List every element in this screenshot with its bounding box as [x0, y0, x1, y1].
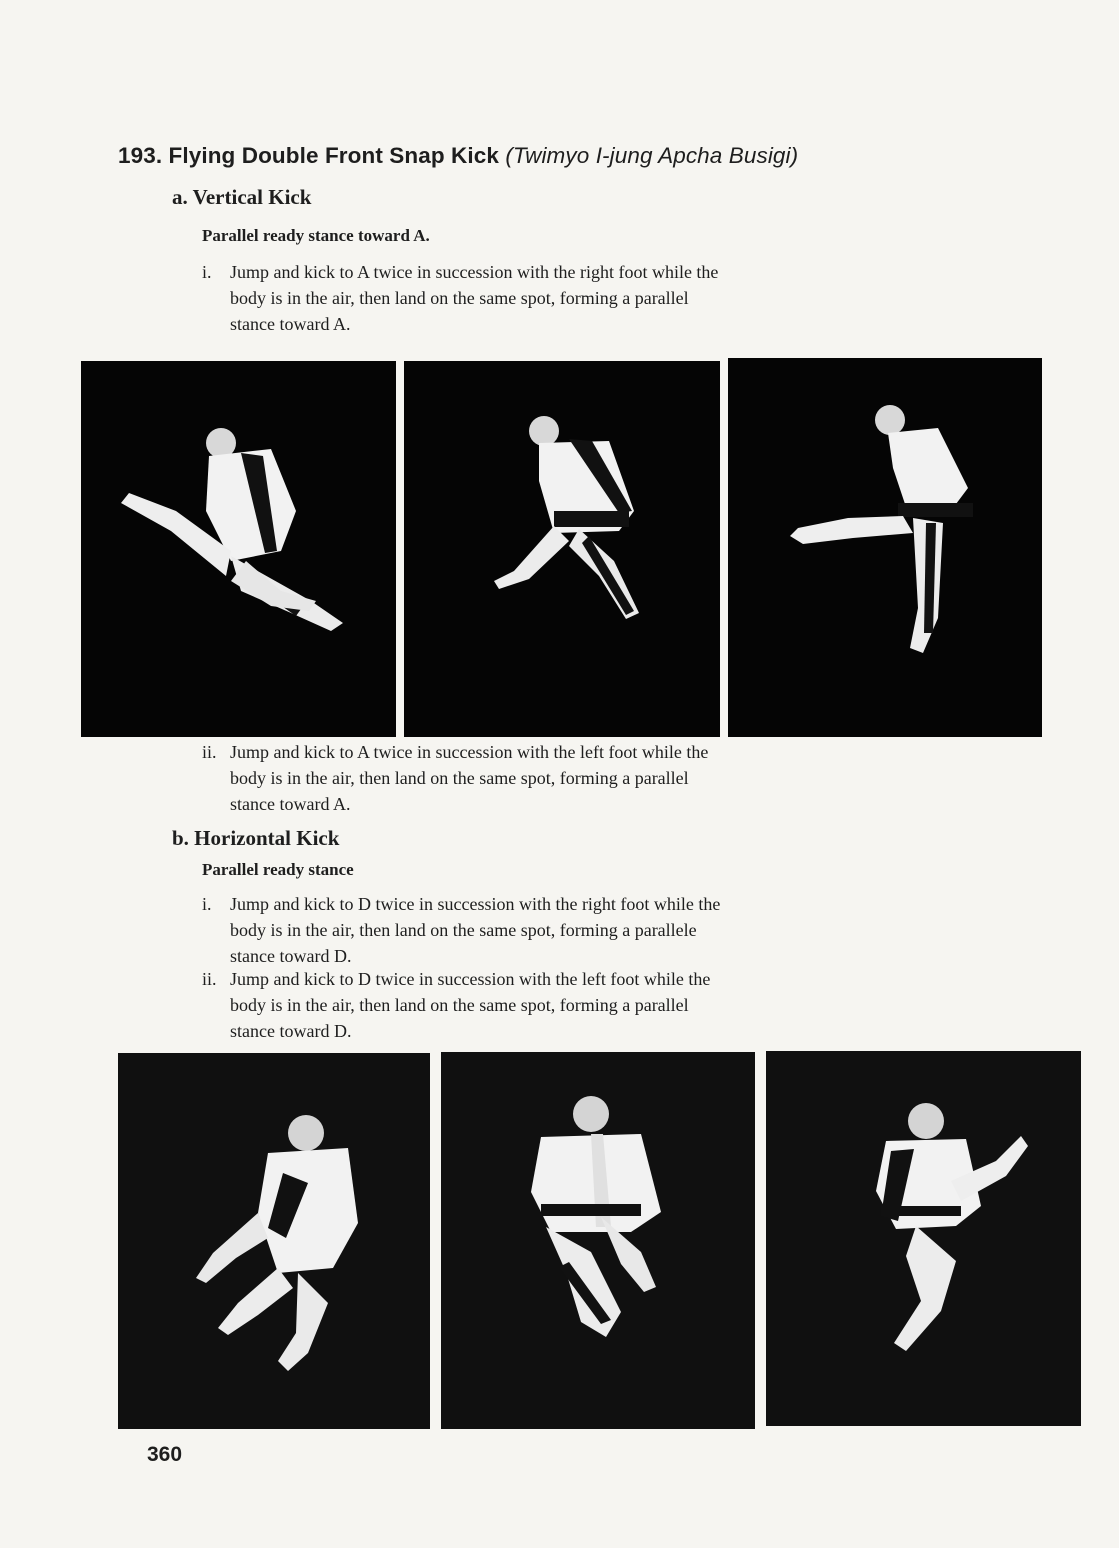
step-line: stance toward A.: [230, 794, 351, 814]
step-line: Jump and kick to A twice in succession with the left foot while the: [230, 742, 709, 762]
karate-figure-illustration: [404, 361, 720, 737]
photo-vertical-kick-2: [404, 361, 720, 737]
step-line: Jump and kick to D twice in succession with the right foot while the: [230, 894, 721, 914]
step-line: body is in the air, then land on the same spot, forming a parallel: [230, 768, 689, 788]
step-line: stance toward D.: [230, 946, 352, 966]
step-line: Jump and kick to A twice in succession with the right foot while the: [230, 262, 719, 282]
section-b-heading: b. Horizontal Kick: [172, 826, 340, 850]
karate-figure-illustration: [118, 1053, 430, 1429]
karate-figure-illustration: [766, 1051, 1081, 1426]
photo-horizontal-kick-3: [766, 1051, 1081, 1426]
section-a-stance: Parallel ready stance toward A.: [202, 226, 430, 245]
photo-vertical-kick-1: [81, 361, 396, 737]
title-korean-subtitle: (Twimyo I-jung Apcha Busigi): [505, 143, 799, 168]
page-number: 360: [147, 1443, 183, 1466]
page-title: [118, 143, 798, 169]
section-a-step-i: [202, 259, 947, 337]
section-a-heading: a. Vertical Kick: [172, 185, 312, 209]
photo-horizontal-kick-2: [441, 1052, 755, 1429]
step-line: stance toward D.: [230, 1021, 352, 1041]
section-a-step-ii: [202, 739, 947, 817]
step-marker: i.: [202, 262, 212, 282]
section-b-stance: Parallel ready stance: [202, 860, 354, 879]
karate-figure-illustration: [81, 361, 396, 737]
karate-figure-illustration: [728, 358, 1042, 737]
photo-horizontal-kick-1: [118, 1053, 430, 1429]
step-line: stance toward A.: [230, 314, 351, 334]
step-line: body is in the air, then land on the same spot, forming a parallel: [230, 288, 689, 308]
step-line: Jump and kick to D twice in succession with the left foot while the: [230, 969, 711, 989]
section-b-step-i: [202, 891, 947, 969]
section-b-step-ii: [202, 966, 947, 1044]
photo-vertical-kick-3: [728, 358, 1042, 737]
title-text: 193. Flying Double Front Snap Kick: [118, 143, 499, 168]
step-marker: ii.: [202, 742, 217, 762]
step-line: body is in the air, then land on the same spot, forming a parallel: [230, 995, 689, 1015]
step-marker: ii.: [202, 969, 217, 989]
step-line: body is in the air, then land on the same spot, forming a parallele: [230, 920, 697, 940]
step-marker: i.: [202, 894, 212, 914]
karate-figure-illustration: [441, 1052, 755, 1429]
